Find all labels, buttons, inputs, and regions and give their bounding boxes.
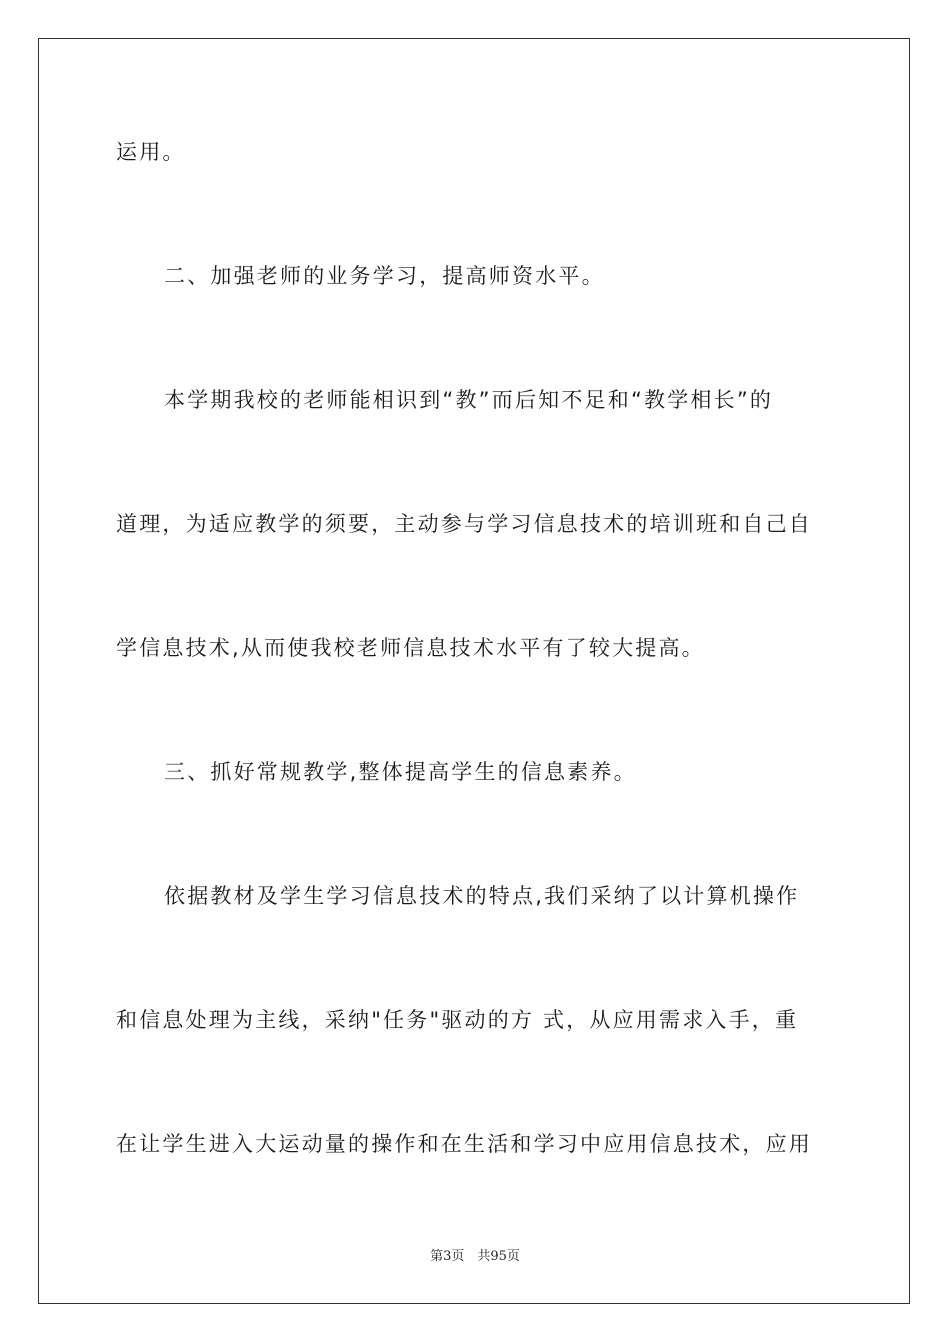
body-text-line: 学信息技术,从而使我校老师信息技术水平有了较大提高。 bbox=[116, 636, 705, 660]
page-number-footer: 第3页 共95页 bbox=[430, 1249, 520, 1264]
section-heading: 二、加强老师的业务学习，提高师资水平。 bbox=[164, 264, 605, 288]
body-text-line: 和信息处理为主线，采纳"任务"驱动的方 式，从应用需求入手，重 bbox=[116, 1008, 799, 1032]
body-text-line: 依据教材及学生学习信息技术的特点,我们采纳了以计算机操作 bbox=[164, 884, 800, 908]
body-text-line: 本学期我校的老师能相识到“教”而后知不足和“教学相长”的 bbox=[164, 388, 774, 412]
body-text-line: 道理，为适应教学的须要，主动参与学习信息技术的培训班和自己自 bbox=[116, 512, 812, 536]
body-text-line: 运用。 bbox=[116, 140, 186, 164]
section-heading: 三、抓好常规教学,整体提高学生的信息素养。 bbox=[164, 760, 637, 784]
body-text-line: 在让学生进入大运动量的操作和在生活和学习中应用信息技术，应用 bbox=[116, 1132, 812, 1156]
page-border bbox=[38, 38, 910, 1304]
